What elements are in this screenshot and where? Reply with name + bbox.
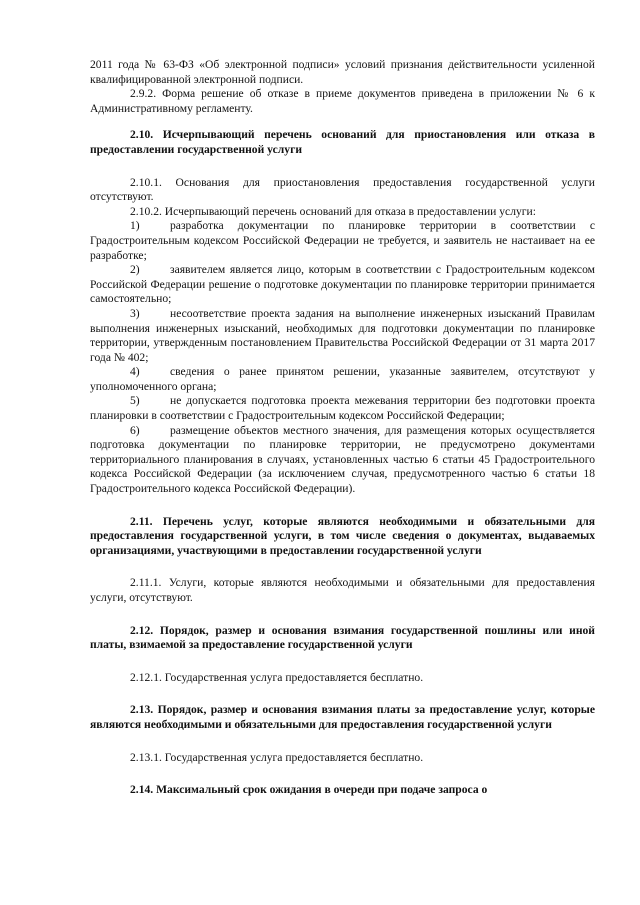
list-item-text: разработка документации по планировке территории в соответствии с Градостроительным кодексом Российской Федерации не требуется, и заявитель не настаивает на ее разработке; <box>90 219 595 262</box>
list-item-number: 1) <box>130 219 140 233</box>
list-item-number: 6) <box>130 423 140 437</box>
list-item <box>90 307 595 365</box>
heading-2-11: 2.11. Перечень услуг, которые являются необходимыми и обязательными для предоставления государственной услуги, в том числе сведения о документах, выдаваемых организациями, участвующими в предоставлении государственной услуги <box>90 514 595 557</box>
paragraph-2-10-2: 2.10.2. Исчерпывающий перечень оснований для отказа в предоставлении услуги: <box>130 204 536 218</box>
list-item-number: 4) <box>130 365 140 379</box>
list-item-text: несоответствие проекта задания на выполнение инженерных изысканий Правилам выполнения инженерных изысканий, необходимых для подготовки документации по планировке территории, утвержденным постановлением Правительства Российской Федерации от 31 марта 2017 года № 402; <box>90 306 595 364</box>
list-item-number: 3) <box>130 306 140 320</box>
heading-2-10: 2.10. Исчерпывающий перечень оснований для приостановления или отказа в предоставлении государственной услуги <box>90 128 595 156</box>
list-item-number: 2) <box>130 263 140 277</box>
list-item-text: не допускается подготовка проекта межевания территории без подготовки проекта планировки в соответствии с Градостроительным кодексом Российской Федерации; <box>90 394 595 423</box>
list-item <box>90 219 595 263</box>
paragraph-2-9-2: 2.9.2. Форма решение об отказе в приеме документов приведена в приложении № 6 к Административному регламенту. <box>90 87 595 115</box>
paragraph-intro: 2011 года № 63-ФЗ «Об электронной подписи» условий признания действительности усиленной квалифицированной электронной подписи. <box>90 58 595 86</box>
list-item-text: сведения о ранее принятом решении, указанные заявителем, отсутствуют у уполномоченного органа; <box>90 365 595 393</box>
list-item-number: 5) <box>130 394 140 408</box>
document-page <box>90 58 595 798</box>
list-item <box>90 365 595 394</box>
paragraph-2-10-1: 2.10.1. Основания для приостановления предоставления государственной услуги отсутствуют. <box>90 175 595 204</box>
paragraph-2-13-1: 2.13.1. Государственная услуга предоставляется бесплатно. <box>130 750 424 764</box>
list-item <box>90 263 595 307</box>
list-item <box>90 424 595 497</box>
paragraph-2-12-1: 2.12.1. Государственная услуга предоставляется бесплатно. <box>130 670 424 684</box>
heading-2-12: 2.12. Порядок, размер и основания взимания государственной пошлины или иной платы, взимаемой за предоставление государственной услуги <box>90 623 595 652</box>
grounds-list <box>90 219 595 496</box>
paragraph-2-11-1: 2.11.1. Услуги, которые являются необходимыми и обязательными для предоставления услуги, отсутствуют. <box>90 576 595 604</box>
heading-2-13: 2.13. Порядок, размер и основания взимания платы за предоставление услуг, которые являются необходимыми и обязательными для предоставления государственной услуги <box>90 703 595 731</box>
heading-2-14: 2.14. Максимальный срок ожидания в очереди при подаче запроса о <box>130 783 488 797</box>
list-item-text: размещение объектов местного значения, для размещения которых осуществляется подготовка документации по планировке территории, не предусмотрено документами территориального планирования в случаях, установленных частью 6 статьи 45 Градостроительного кодекса Российской Федерации (за исключением случая, предусмотренного частью 6 статьи 18 Градостроительного кодекса Российской Федерации). <box>90 423 595 496</box>
list-item-text: заявителем является лицо, которым в соответствии с Градостроительным кодексом Российской Федерации решение о подготовке документации по планировке территории принимается самостоятельно; <box>90 263 595 306</box>
list-item <box>90 394 595 423</box>
